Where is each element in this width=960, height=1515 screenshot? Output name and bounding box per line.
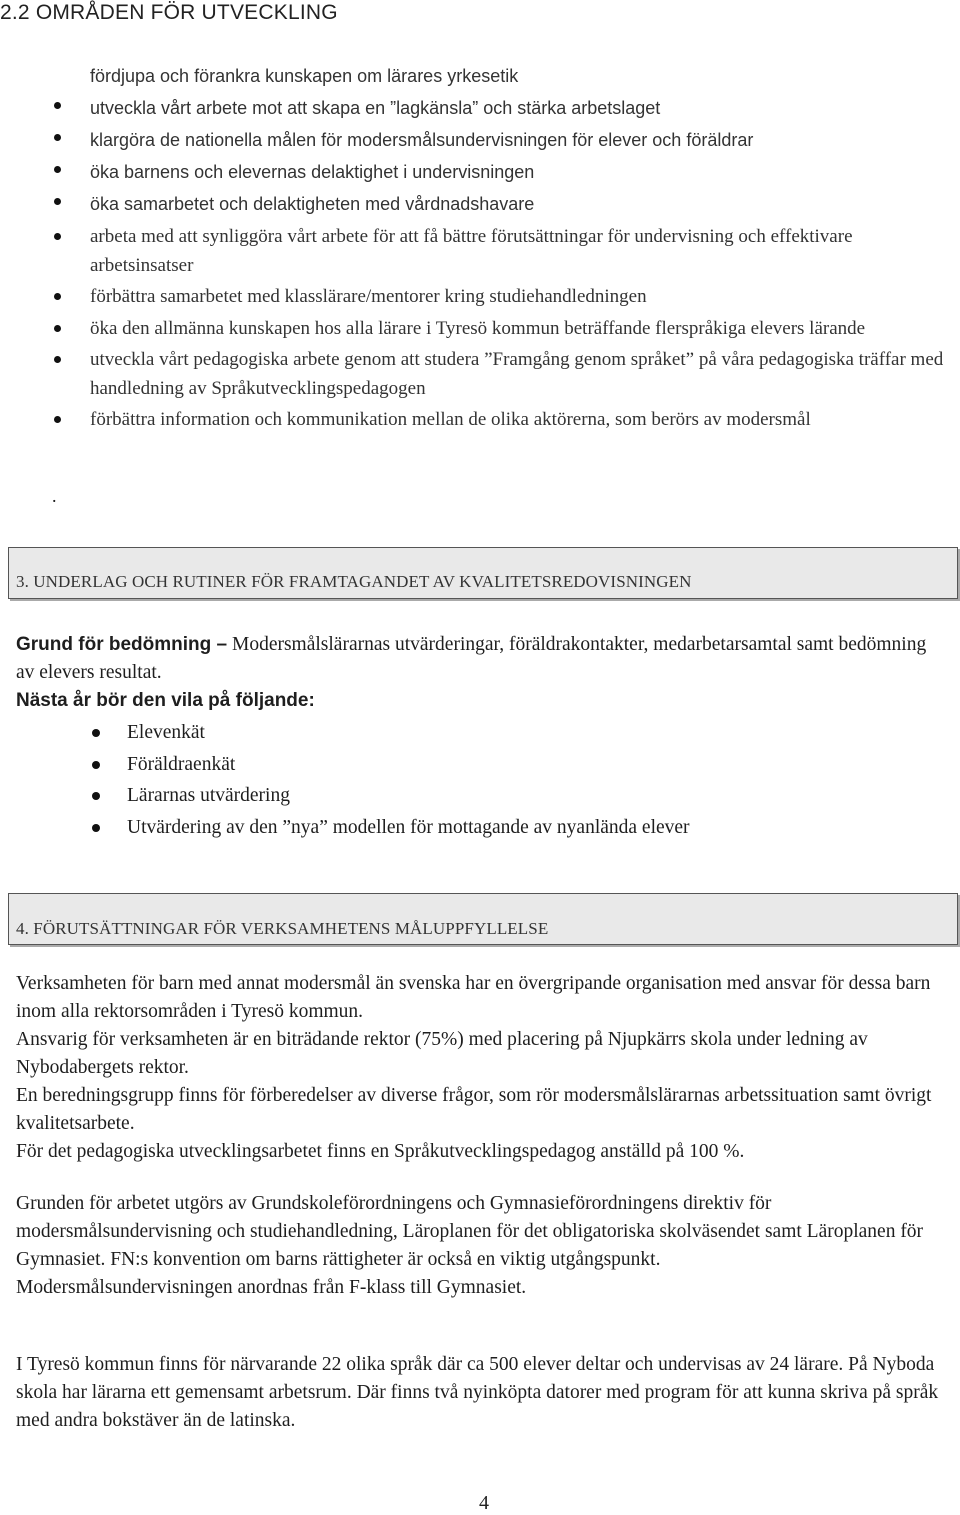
- list-item: Lärarnas utvärdering: [0, 780, 690, 812]
- bullet-icon: [54, 233, 61, 240]
- list-item: förbättra information och kommunikation mellan de olika aktörerna, som berörs av modersmål: [0, 403, 950, 434]
- list-item: Utvärdering av den ”nya” modellen för mottagande av nyanlända elever: [0, 812, 690, 844]
- list-item: öka samarbetet och delaktigheten med vårdnadshavare: [0, 188, 950, 220]
- list-item: öka barnens och elevernas delaktighet i undervisningen: [0, 156, 950, 188]
- list-item: öka den allmänna kunskapen hos alla lärare i Tyresö kommun beträffande flerspråkiga elevers lärande: [0, 312, 950, 343]
- languages-paragraph: [16, 1351, 946, 1435]
- list-item: klargöra de nationella målen för modersmålsundervisningen för elever och föräldrar: [0, 124, 950, 156]
- list-item: Elevenkät: [0, 717, 690, 749]
- bullet-icon: [54, 166, 61, 173]
- trailing-period: .: [52, 486, 57, 506]
- paragraph: Modersmålsundervisningen anordnas från F-klass till Gymnasiet.: [16, 1277, 527, 1298]
- organisation-paragraphs: [16, 970, 946, 1166]
- bullet-icon: [54, 102, 61, 109]
- foundation-paragraphs: [16, 1190, 946, 1302]
- bullet-icon: [54, 134, 61, 141]
- section-3-title: 3. UNDERLAG OCH RUTINER FÖR FRAMTAGANDET AV KVALITETSREDOVISNINGEN: [16, 572, 692, 591]
- assessment-basis-label: Grund för bedömning –: [16, 634, 228, 655]
- section-heading: 2.2 OMRÅDEN FÖR UTVECKLING: [0, 1, 338, 24]
- paragraph: I Tyresö kommun finns för närvarande 22 olika språk där ca 500 elever deltar och undervisas av 24 lärare. På Nyboda skola har lärarna ett gemensamt arbetsrum. Där finns två nyinköpta datorer med program för att kunna skriva på språk med andra bokstäver än de latinska.: [16, 1354, 939, 1431]
- paragraph: Ansvarig för verksamheten är en biträdande rektor (75%) med placering på Njupkärrs skola under ledning av Nybodabergets rektor.: [16, 1029, 868, 1078]
- paragraph: En beredningsgrupp finns för förberedelser av diverse frågor, som rör modersmålslärarnas arbetssituation samt övrigt kvalitetsarbete.: [16, 1085, 932, 1134]
- page-number: 4: [479, 1492, 489, 1514]
- development-bullet-list: [0, 92, 960, 434]
- bullet-icon: [54, 356, 61, 363]
- assessment-basis-text: Modersmålslärarnas utvärderingar, föräldrakontakter, medarbetarsamtal samt bedömning av elevers resultat.: [16, 634, 927, 683]
- list-item: arbeta med att synliggöra vårt arbete för att få bättre förutsättningar för undervisning och effektivare arbetsinsatser: [0, 220, 950, 280]
- list-item: utveckla vårt arbete mot att skapa en ”lagkänsla” och stärka arbetslaget: [0, 92, 950, 124]
- bullet-icon: [54, 325, 61, 332]
- paragraph: För det pedagogiska utvecklingsarbetet finns en Språkutvecklingspedagog anställd på 100 %.: [16, 1141, 745, 1162]
- evaluation-list: [0, 717, 690, 843]
- bullet-icon: [92, 729, 100, 737]
- bullet-icon: [92, 792, 100, 800]
- bullet-icon: [54, 198, 61, 205]
- section-4-title: 4. FÖRUTSÄTTNINGAR FÖR VERKSAMHETENS MÅLUPPFYLLELSE: [16, 919, 549, 938]
- list-item: förbättra samarbetet med klasslärare/mentorer kring studiehandledningen: [0, 280, 950, 312]
- bullet-icon: [54, 416, 61, 423]
- bullet-icon: [92, 824, 100, 832]
- list-item: Föräldraenkät: [0, 749, 690, 781]
- paragraph: Verksamheten för barn med annat modersmål än svenska har en övergripande organisation med ansvar för dessa barn inom alla rektorsområden i Tyresö kommun.: [16, 973, 931, 1022]
- bullet-icon: [92, 761, 100, 769]
- paragraph: Grunden för arbetet utgörs av Grundskoleförordningens och Gymnasieförordningens direktiv för modersmålsundervisning och studiehandledning, Läroplanen för det obligatoriska skolväsendet samt Läroplanen för Gymnasiet. FN:s konvention om barns rättigheter är också en viktig utgångspunkt.: [16, 1193, 924, 1270]
- next-year-heading: Nästa år bör den vila på följande:: [16, 690, 315, 711]
- intro-line: fördjupa och förankra kunskapen om lärares yrkesetik: [90, 66, 519, 86]
- assessment-basis: [16, 631, 946, 687]
- list-item: utveckla vårt pedagogiska arbete genom att studera ”Framgång genom språket” på våra pedagogiska träffar med handledning av Språkutvecklingspedagogen: [0, 343, 950, 403]
- bullet-icon: [54, 293, 61, 300]
